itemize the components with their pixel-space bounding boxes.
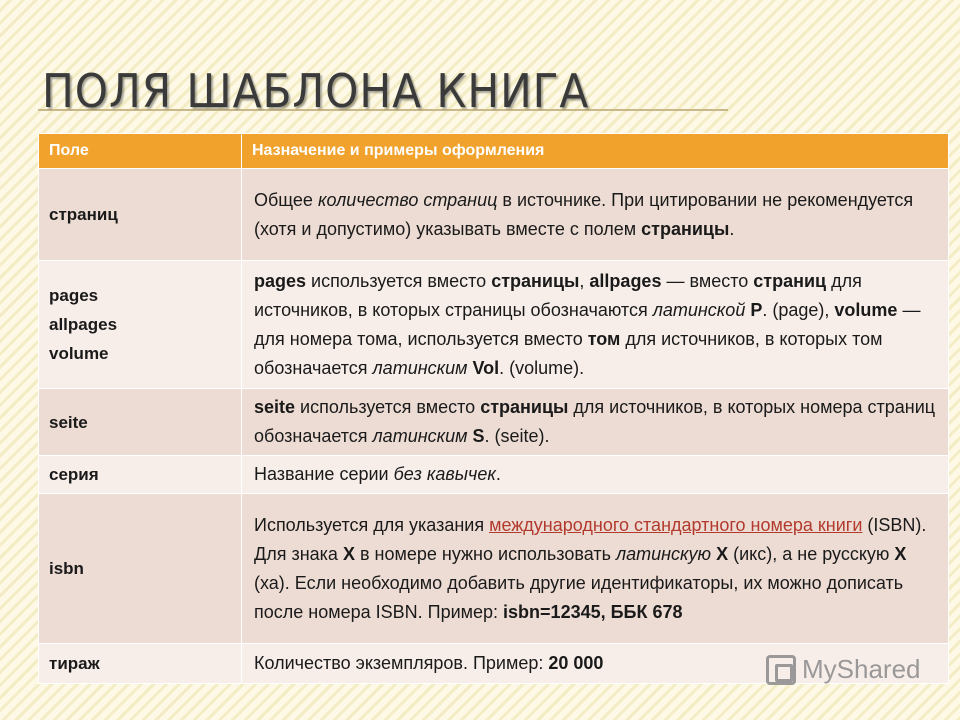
text: (ха). Если необходимо добавить другие идентификаторы, их можно дописать после номера ISBN. Пример: (254, 572, 904, 622)
text: Общее (254, 189, 318, 210)
bold-text: Х (894, 543, 907, 564)
bold-text: страниц (753, 270, 827, 291)
text: для источников, в которых номера страниц обозначается (254, 397, 936, 446)
bold-text: seite (254, 397, 296, 417)
fields-table (38, 133, 949, 684)
text: (ISBN). Для знака (254, 514, 927, 564)
bold-text: Vol (472, 357, 500, 378)
bold-text: S (472, 426, 485, 446)
text: , (579, 270, 590, 291)
bold-text: X (342, 543, 355, 564)
table-row (39, 169, 949, 261)
field-description-cell (242, 389, 949, 456)
text: используется вместо (306, 270, 492, 291)
table-header-row (39, 134, 949, 169)
table-row (39, 389, 949, 456)
text: Используется для указания (254, 514, 490, 535)
bold-text: страницы (641, 218, 730, 239)
text: . (page), (762, 299, 835, 320)
column-header-field: Поле (39, 134, 242, 169)
isbn-link[interactable]: международного стандартного номера книги (489, 514, 863, 535)
field-description-cell (242, 494, 949, 644)
italic-text: латинскую (615, 543, 712, 564)
field-name-cell (39, 456, 242, 494)
bold-text: volume (834, 299, 898, 320)
field-description-cell (242, 261, 949, 389)
bold-text: allpages (589, 270, 662, 291)
myshared-logo-icon (766, 655, 796, 685)
text: для источников, в которых том обозначается (254, 328, 883, 378)
field-description-cell (242, 169, 949, 261)
bold-text: isbn=12345, ББК 678 (503, 601, 683, 622)
slide-title: ПОЛЯ ШАБЛОНА КНИГА (42, 64, 590, 118)
text: используется вместо (295, 397, 481, 417)
field-name: seite (49, 412, 88, 432)
bold-text: X (716, 543, 729, 564)
table-row (39, 456, 949, 494)
text: . (volume). (499, 357, 585, 378)
field-name: volume (49, 344, 109, 363)
field-name: allpages (49, 315, 118, 334)
field-description-cell (242, 456, 949, 494)
table-row (39, 261, 949, 389)
text: Количество экземпляров. Пример: (254, 653, 549, 673)
field-name: isbn (49, 559, 84, 578)
bold-text: pages (254, 270, 307, 291)
text: в источнике. При цитировании не рекомендуется (хотя и допустимо) указывать вместе с полем (254, 189, 914, 239)
watermark-text: MyShared (802, 654, 921, 684)
text: . (729, 218, 735, 239)
field-name: серия (49, 465, 99, 484)
text: . (495, 464, 501, 484)
field-name: тираж (49, 654, 100, 673)
watermark (766, 654, 921, 685)
field-name-cell (39, 494, 242, 644)
field-name-cell (39, 644, 242, 684)
text: в номере нужно использовать (354, 543, 616, 564)
bold-text: страницы (491, 270, 580, 291)
italic-text: латинским (372, 357, 468, 378)
italic-text: латинским (372, 426, 468, 446)
bold-text: 20 000 (548, 653, 604, 673)
bold-text: страницы (480, 397, 569, 417)
field-name-cell (39, 169, 242, 261)
field-name-cell (39, 389, 242, 456)
field-name: pages (49, 286, 99, 305)
text: . (seite). (484, 426, 550, 446)
text: (икс), а не русскую (728, 543, 895, 564)
italic-text: количество страниц (317, 189, 498, 210)
text: — для номера тома, используется вместо (254, 299, 921, 349)
table-row (39, 494, 949, 644)
bold-text: P (750, 299, 763, 320)
column-header-description: Назначение и примеры оформления (242, 134, 949, 169)
field-name: страниц (49, 205, 118, 224)
text: Название серии (254, 464, 394, 484)
italic-text: без кавычек (393, 464, 496, 484)
italic-text: латинской (652, 299, 746, 320)
text: для источников, в которых страницы обозначаются (254, 270, 862, 320)
bold-text: том (587, 328, 621, 349)
text: — вместо (661, 270, 754, 291)
field-name-cell (39, 261, 242, 389)
